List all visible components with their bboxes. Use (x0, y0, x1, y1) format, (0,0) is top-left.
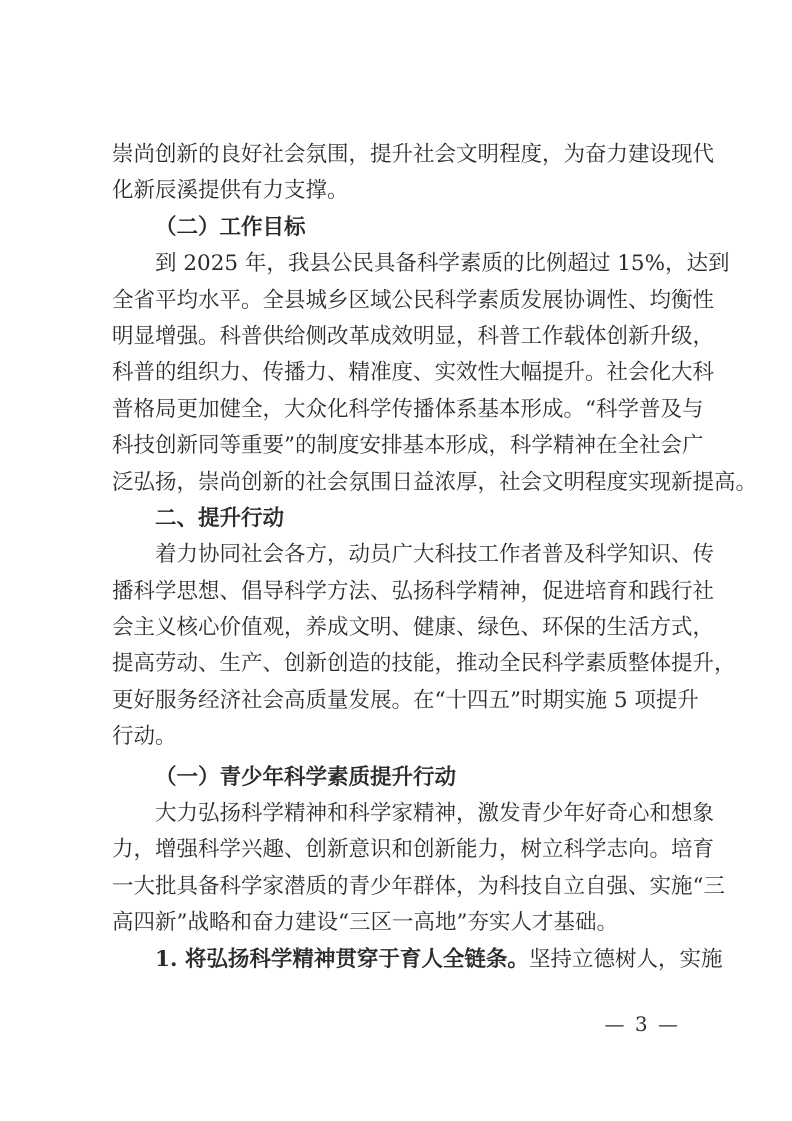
page-number: — 3 — (604, 1012, 680, 1036)
body-line: 科技创新同等重要”的制度安排基本形成，科学精神在全社会广 (112, 433, 704, 459)
body-line: 一大批具备科学家潜质的青少年群体，为科技自立自强、实施“三 (112, 873, 725, 899)
body-line: 崇尚创新的良好社会氛围，提升社会文明程度，为奋力建设现代 (112, 142, 715, 167)
body-line: 科普的组织力、传播力、精准度、实效性大幅提升。社会化大科 (112, 360, 715, 386)
body-line: 泛弘扬，崇尚创新的社会氛围日益浓厚，社会文明程度实现新提高。 (112, 469, 758, 495)
section-heading-actions: 二、提升行动 (155, 505, 285, 531)
body-line: 会主义核心价值观，养成文明、健康、绿色、环保的生活方式， (112, 615, 715, 641)
body-line: 着力协同社会各方，动员广大科技工作者普及科学知识、传 (155, 542, 715, 568)
body-line: 高四新”战略和奋力建设“三区一高地”夯实人才基础。 (112, 910, 618, 936)
body-line: 化新辰溪提供有力支撑。 (112, 178, 349, 204)
numbered-item-text: 坚持立德树人，实施 (528, 946, 723, 972)
numbered-item-lead: 1. 将弘扬科学精神贯穿于育人全链条。 (155, 946, 529, 972)
body-line: 到 2025 年，我县公民具备科学素质的比例超过 15%，达到 (155, 251, 730, 277)
body-line: 行动。 (112, 724, 177, 750)
body-line: 明显增强。科普供给侧改革成效明显，科普工作载体创新升级， (112, 323, 715, 349)
body-line: 大力弘扬科学精神和科学家精神，激发青少年好奇心和想象 (155, 801, 715, 827)
section-heading-work-goal: （二）工作目标 (155, 214, 306, 240)
body-line: 提高劳动、生产、创新创造的技能，推动全民科学素质整体提升， (112, 651, 736, 677)
document-body (112, 137, 758, 978)
section-heading-youth: （一）青少年科学素质提升行动 (155, 764, 457, 790)
body-line: 全省平均水平。全县城乡区域公民科学素质发展协调性、均衡性 (112, 287, 715, 313)
body-line: 更好服务经济社会高质量发展。在“十四五”时期实施 5 项提升 (112, 687, 699, 713)
body-line: 力，增强科学兴趣、创新意识和创新能力，树立科学志向。培育 (112, 837, 715, 863)
body-line: 普格局更加健全，大众化科学传播体系基本形成。“科学普及与 (112, 396, 704, 422)
body-line: 播科学思想、倡导科学方法、弘扬科学精神，促进培育和践行社 (112, 578, 715, 604)
body-line-numbered-item (112, 942, 723, 978)
